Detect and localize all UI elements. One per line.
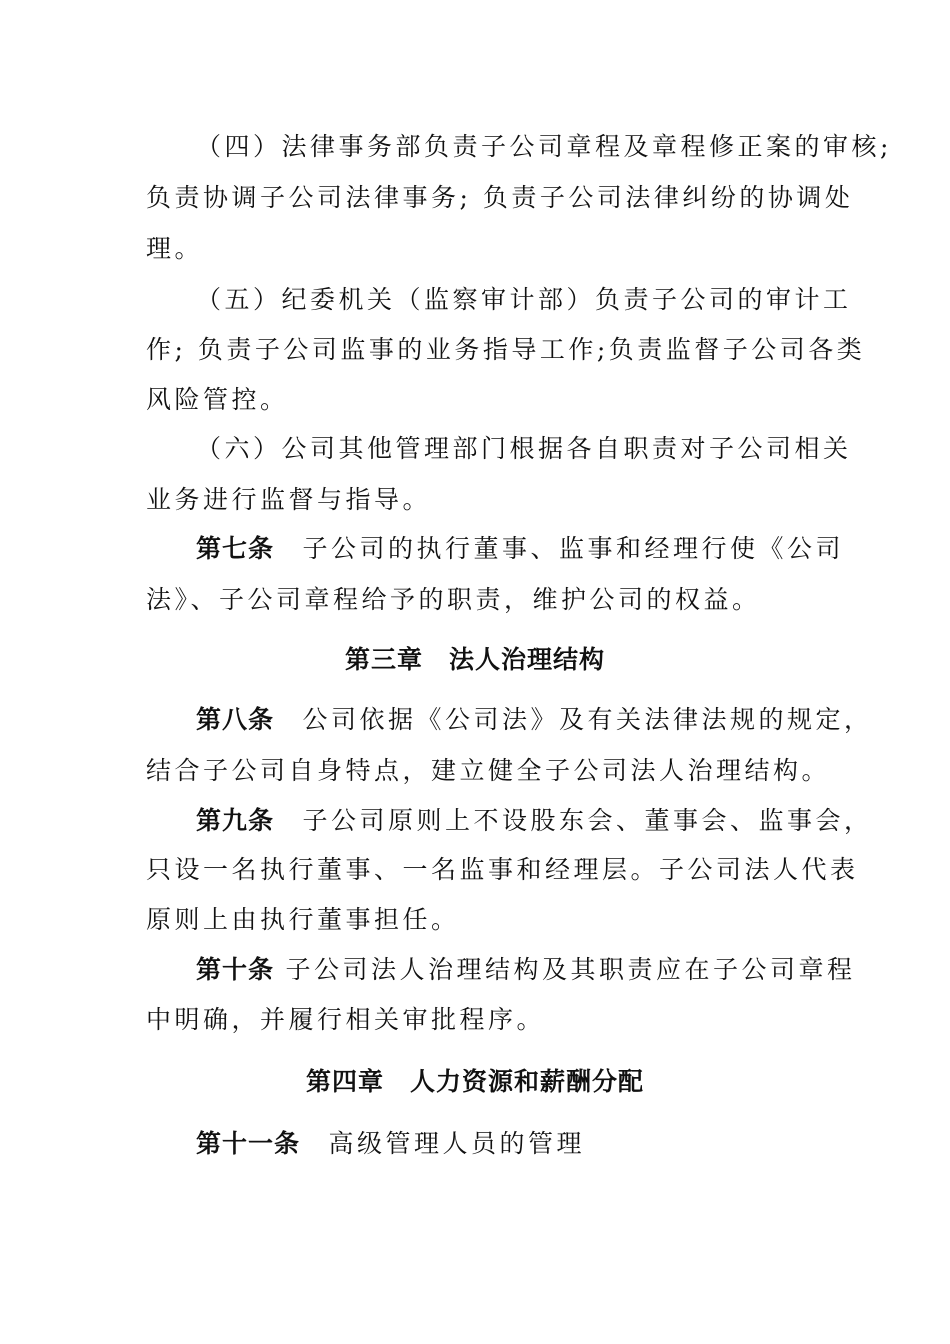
paragraph-line: 业务进行监督与指导。 [146, 485, 432, 514]
article-line [196, 705, 873, 735]
paragraph-line: 只设一名执行董事、一名监事和经理层。子公司法人代表 [146, 855, 859, 884]
article-text: 高级管理人员的管理 [328, 1129, 586, 1158]
chapter-heading: 第四章 人力资源和薪酬分配 [305, 1067, 644, 1096]
paragraph-line: 风险管控。 [146, 385, 289, 414]
paragraph-line: 法》、子公司章程给予的职责，维护公司的权益。 [146, 585, 761, 614]
article-number: 第十条 [196, 955, 275, 984]
article-number: 第十一条 [196, 1129, 301, 1158]
paragraph-line: 理。 [146, 234, 204, 263]
article-line [196, 1129, 585, 1159]
article-line [196, 806, 873, 836]
paragraph-line: 原则上由执行董事担任。 [146, 905, 460, 934]
article-text: 公司依据《公司法》及有关法律法规的规定， [302, 705, 873, 734]
paragraph-line: （五）纪委机关（监察审计部）负责子公司的审计工 [196, 285, 852, 314]
article-number: 第八条 [196, 705, 275, 734]
article-line [196, 955, 855, 985]
chapter-heading: 第三章 法人治理结构 [344, 645, 605, 674]
paragraph-line: 结合子公司自身特点，建立健全子公司法人治理结构。 [146, 756, 831, 785]
paragraph-line: 作; 负责子公司监事的业务指导工作;负责监督子公司各类 [146, 335, 866, 364]
paragraph-line: （四）法律事务部负责子公司章程及章程修正案的审核; [196, 132, 892, 161]
article-text: 子公司原则上不设股东会、董事会、监事会， [302, 806, 873, 835]
article-text: 子公司法人治理结构及其职责应在子公司章程 [285, 955, 856, 984]
article-line [196, 534, 844, 564]
article-number: 第七条 [196, 534, 275, 563]
paragraph-line: （六）公司其他管理部门根据各自职责对子公司相关 [196, 434, 852, 463]
paragraph-line: 负责协调子公司法律事务; 负责子公司法律纠纷的协调处 [146, 183, 854, 212]
paragraph-line: 中明确，并履行相关审批程序。 [146, 1005, 546, 1034]
article-text: 子公司的执行董事、监事和经理行使《公司 [302, 534, 845, 563]
article-number: 第九条 [196, 806, 275, 835]
